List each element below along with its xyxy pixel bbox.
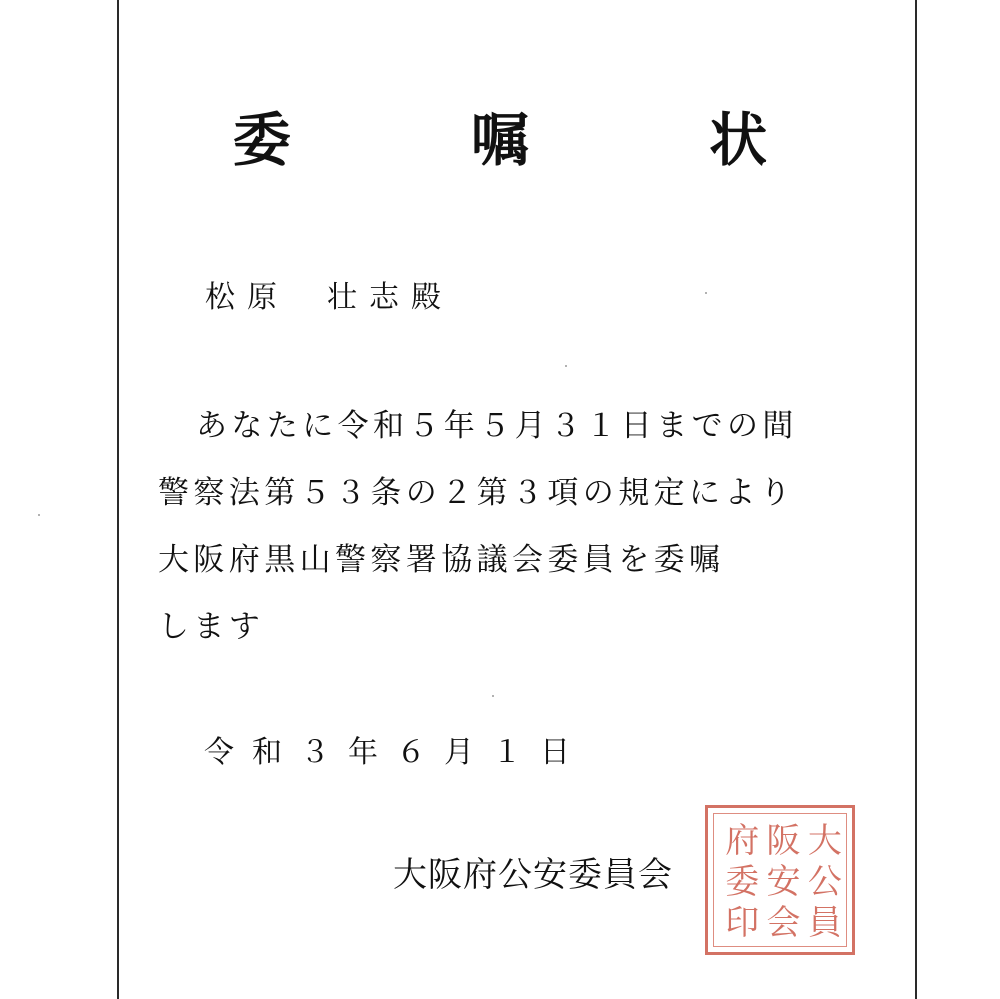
official-seal-stamp: [705, 805, 855, 955]
certificate-title: 委 嘱 状: [232, 105, 848, 174]
seal-glyph: 印: [718, 904, 759, 939]
issuer-name: 大阪府公安委員会: [393, 855, 673, 895]
seal-glyph: 公: [801, 862, 842, 897]
seal-glyph: 府: [718, 821, 759, 856]
body-line: します: [158, 609, 265, 645]
body-line: 警察法第５３条の２第３項の規定により: [158, 475, 796, 511]
recipient-surname: 松原: [205, 280, 289, 315]
seal-glyph: 阪: [760, 821, 801, 856]
recipient-given-name: 壮志: [327, 280, 411, 315]
seal-glyph: 会: [760, 904, 801, 939]
scan-speck: [38, 514, 40, 516]
scan-speck: [705, 292, 707, 294]
seal-glyph: 委: [718, 862, 759, 897]
recipient-line: [205, 280, 453, 315]
seal-glyph: 安: [760, 862, 801, 897]
certificate-body: [158, 404, 858, 672]
seal-glyph: 大: [801, 821, 842, 856]
scan-speck: [492, 695, 494, 697]
body-line: 大阪府黒山警察署協議会委員を委嘱: [158, 542, 725, 578]
recipient-honorific: 殿: [411, 280, 453, 315]
body-line: あなたに令和５年５月３１日までの間: [196, 408, 798, 444]
issue-date: 令和３年６月１日: [204, 735, 588, 770]
scan-speck: [565, 365, 567, 367]
seal-glyph: 員: [801, 904, 842, 939]
